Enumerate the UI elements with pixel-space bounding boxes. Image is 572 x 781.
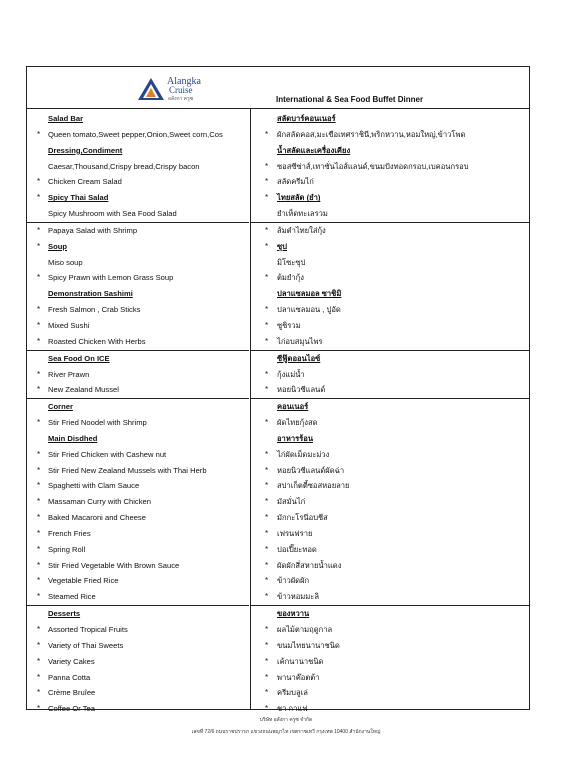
menu-item-label: ข้าวผัดผัก: [277, 576, 310, 586]
menu-section-heading: [27, 351, 249, 367]
menu-item: [251, 127, 529, 143]
menu-item-label: Spicy Mushroom with Sea Food Salad: [48, 209, 177, 219]
menu-item-label: Spicy Thai Salad: [48, 193, 109, 203]
menu-item-label: ขนมไทยนานาชนิด: [277, 640, 340, 650]
bullet-icon: *: [265, 241, 269, 251]
menu-item: [27, 622, 249, 638]
menu-item: [27, 573, 249, 589]
menu-section-heading: [27, 143, 249, 159]
bullet-icon: *: [265, 449, 269, 459]
menu-item-label: พานาค๊อตต้า: [277, 672, 320, 682]
bullet-icon: *: [265, 544, 269, 554]
menu-item-label: Variety of Thai Sweets: [48, 640, 124, 650]
menu-item: [251, 415, 529, 431]
menu-item: [27, 270, 249, 286]
menu-item-label: Coffee Or Tea: [48, 704, 95, 714]
menu-item-label: หอยนิวซีแลนด์ผัดฉ่า: [277, 465, 345, 475]
menu-item-label: ไก่อบสมุนไพร: [277, 336, 323, 346]
menu-item-label: Fresh Salmon , Crab Sticks: [48, 305, 141, 315]
bullet-icon: *: [265, 672, 269, 682]
menu-item: [251, 447, 529, 463]
bullet-icon: *: [37, 672, 41, 682]
brand-thai-name: อลังกา ครูซ: [168, 96, 194, 102]
bullet-icon: *: [265, 336, 269, 346]
thai-menu-column: [251, 111, 529, 717]
bullet-icon: *: [37, 369, 41, 379]
menu-item-label: น้ำสลัดและเครื่องเคียง: [277, 145, 351, 155]
bullet-icon: *: [37, 560, 41, 570]
menu-section-heading: [27, 190, 249, 206]
bullet-icon: *: [37, 576, 41, 586]
menu-sheet: [26, 66, 530, 714]
menu-section-heading: [251, 606, 529, 622]
menu-item: [251, 334, 529, 351]
menu-item-label: เค้กนานาชนิด: [277, 656, 324, 666]
menu-item: [251, 542, 529, 558]
menu-item: [27, 558, 249, 574]
menu-item-label: Baked Macaroni and Cheese: [48, 513, 146, 523]
menu-item-label: ไทยสลัด (ยำ): [277, 193, 321, 203]
menu-item: [251, 510, 529, 526]
menu-section-heading: [27, 431, 249, 447]
menu-item: [27, 334, 249, 351]
menu-item: [251, 367, 529, 383]
menu-item-label: Demonstration Sashimi: [48, 289, 133, 299]
bullet-icon: *: [265, 177, 269, 187]
menu-item-label: Salad Bar: [48, 114, 84, 123]
bullet-icon: *: [265, 273, 269, 283]
menu-item: [251, 302, 529, 318]
menu-item-label: ผัดไทยกุ้งสด: [277, 418, 318, 428]
bullet-icon: *: [37, 241, 41, 251]
bullet-icon: *: [37, 513, 41, 523]
bullet-icon: *: [37, 481, 41, 491]
menu-item: [251, 223, 529, 239]
company-name: บริษัท อลังกา ครูซ จำกัด: [259, 717, 313, 723]
menu-item: [251, 478, 529, 494]
menu-item: [27, 415, 249, 431]
bullet-icon: *: [37, 193, 41, 203]
bullet-icon: *: [37, 320, 41, 330]
menu-item-label: Variety Cakes: [48, 656, 95, 666]
menu-section-heading: [27, 399, 249, 415]
menu-item: [251, 494, 529, 510]
brand-name: Alangka: [167, 76, 201, 87]
bullet-icon: *: [37, 449, 41, 459]
menu-item-label: ไก่ผัดเม็ดมะม่วง: [277, 449, 330, 459]
menu-item: [251, 382, 529, 399]
menu-item: [251, 159, 529, 175]
menu-item-label: คอนเนอร์: [277, 402, 309, 412]
menu-item-label: Queen tomato,Sweet pepper,Onion,Sweet corn,Cos: [48, 129, 223, 139]
bullet-icon: *: [265, 320, 269, 330]
bullet-icon: *: [265, 640, 269, 650]
menu-item-label: ครีมบลูเล่: [277, 688, 308, 698]
bullet-icon: *: [265, 497, 269, 507]
menu-item-label: Stir Fried Noodel with Shrimp: [48, 418, 147, 428]
menu-item-label: Corner: [48, 402, 73, 412]
bullet-icon: *: [265, 704, 269, 714]
menu-item: [251, 318, 529, 334]
menu-item: [251, 573, 529, 589]
menu-item: [251, 654, 529, 670]
bullet-icon: *: [265, 305, 269, 315]
menu-item-label: ชา กาแฟ: [277, 704, 308, 714]
bullet-icon: *: [265, 129, 269, 139]
menu-item: [251, 463, 529, 479]
menu-item: [27, 127, 249, 143]
menu-item: [251, 670, 529, 686]
bullet-icon: *: [265, 513, 269, 523]
menu-item: [27, 174, 249, 190]
menu-item-label: อาหารร้อน: [277, 433, 314, 443]
bullet-icon: *: [265, 625, 269, 634]
menu-item-label: Caesar,Thousand,Crispy bread,Crispy bacon: [48, 161, 200, 171]
menu-item: [27, 542, 249, 558]
menu-section-heading: [27, 111, 249, 127]
menu-item-label: Massaman Curry with Chicken: [48, 497, 151, 507]
menu-item: [27, 159, 249, 175]
bullet-icon: *: [37, 704, 41, 714]
menu-item: [27, 367, 249, 383]
menu-item-label: มิโซะซุป: [277, 257, 306, 267]
menu-item-label: สลัดบาร์คอนเนอร์: [277, 114, 336, 123]
menu-item-label: Stir Fried Vegetable With Brown Sauce: [48, 560, 180, 570]
menu-section-heading: [251, 190, 529, 206]
menu-item: [251, 638, 529, 654]
menu-item-label: Mixed Sushi: [48, 320, 90, 330]
menu-item: [27, 701, 249, 717]
menu-item-label: Spaghetti with Clam Sauce: [48, 481, 140, 491]
menu-item: [27, 638, 249, 654]
menu-item-label: Miso soup: [48, 257, 83, 267]
menu-item-label: ซีฟู๊ดออนไอซ์: [277, 353, 321, 363]
menu-item-label: ปลาแซลมอน , ปูอัด: [277, 305, 341, 315]
bullet-icon: *: [37, 225, 41, 235]
menu-item-label: กุ้งแม่น้ำ: [277, 369, 305, 379]
triangle-logo-icon: [137, 77, 165, 101]
bullet-icon: *: [37, 625, 41, 634]
bullet-icon: *: [265, 528, 269, 538]
menu-section-heading: [251, 286, 529, 302]
menu-section-heading: [251, 399, 529, 415]
menu-item-label: Chicken Cream Salad: [48, 177, 122, 187]
menu-item-label: Main Disdhed: [48, 433, 98, 443]
menu-section-heading: [27, 239, 249, 255]
bullet-icon: *: [265, 369, 269, 379]
menu-item: [27, 510, 249, 526]
menu-item: [27, 654, 249, 670]
bullet-icon: *: [265, 465, 269, 475]
menu-item-label: Spring Roll: [48, 544, 86, 554]
menu-item-label: ของหวาน: [277, 609, 310, 619]
menu-item: [251, 558, 529, 574]
menu-item-label: New Zealand Mussel: [48, 385, 119, 395]
menu-item-label: มักกะโรนีอบชีส: [277, 513, 328, 523]
bullet-icon: *: [265, 576, 269, 586]
menu-header: [27, 67, 529, 109]
menu-section-heading: [251, 143, 529, 159]
menu-item-label: Stir Fried Chicken with Cashew nut: [48, 449, 167, 459]
menu-item-label: Soup: [48, 241, 67, 251]
bullet-icon: *: [37, 544, 41, 554]
bullet-icon: *: [37, 418, 41, 428]
menu-item-label: ข้าวหอมมะลิ: [277, 592, 320, 602]
menu-item: [251, 589, 529, 606]
menu-item-label: ซูชิรวม: [277, 320, 301, 330]
menu-section-heading: [251, 431, 529, 447]
menu-item: [251, 206, 529, 223]
menu-item: [27, 685, 249, 701]
bullet-icon: *: [37, 385, 41, 395]
menu-item-label: ยำเห็ดทะเลรวม: [277, 209, 328, 219]
bullet-icon: *: [37, 656, 41, 666]
menu-item: [251, 174, 529, 190]
menu-item-label: ต้มยำกุ้ง: [277, 273, 304, 283]
bullet-icon: *: [265, 560, 269, 570]
bullet-icon: *: [265, 225, 269, 235]
brand-subname: Cruise: [169, 85, 193, 95]
menu-item-label: Assorted Tropical Fruits: [48, 625, 128, 634]
menu-item-label: เฟรนฟราย: [277, 528, 313, 538]
menu-item: [27, 494, 249, 510]
menu-item-label: ซอสซีซ่าส์,เทาซั่นไอส์แลนด์,ขนมปังทอดกรอบ,เบคอนกรอบ: [277, 161, 469, 171]
bullet-icon: *: [265, 592, 269, 602]
menu-section-heading: [251, 239, 529, 255]
english-menu-column: [27, 111, 249, 717]
bullet-icon: *: [37, 688, 41, 698]
menu-item-label: Papaya Salad with Shrimp: [48, 225, 138, 235]
bullet-icon: *: [265, 418, 269, 428]
menu-item-label: มัสมั่นไก่: [277, 497, 306, 507]
menu-item-label: Stir Fried New Zealand Mussels with Thai Herb: [48, 465, 207, 475]
menu-item-label: ซุป: [277, 241, 287, 251]
menu-section-heading: [27, 286, 249, 302]
menu-title: International & Sea Food Buffet Dinner: [276, 95, 424, 104]
menu-item-label: Desserts: [48, 609, 81, 619]
company-address: เลขที่ 72/6 ถนนราชปรารภ แขวงถนนพญาไท เขตราชเทวี กรุงเทพ 10400 สำนักงานใหญ่: [191, 729, 381, 735]
bullet-icon: *: [37, 336, 41, 346]
menu-item-label: River Prawn: [48, 369, 90, 379]
bullet-icon: *: [265, 688, 269, 698]
bullet-icon: *: [265, 161, 269, 171]
menu-section-heading: [251, 111, 529, 127]
menu-item: [27, 526, 249, 542]
bullet-icon: *: [37, 528, 41, 538]
bullet-icon: *: [265, 656, 269, 666]
brand-logo: [137, 77, 227, 107]
bullet-icon: *: [265, 193, 269, 203]
bullet-icon: *: [37, 465, 41, 475]
menu-item-label: Panna Cotta: [48, 672, 91, 682]
menu-item: [251, 526, 529, 542]
menu-item: [27, 318, 249, 334]
menu-item: [251, 255, 529, 271]
menu-item: [27, 382, 249, 399]
menu-item-label: หอยนิวซีแลนด์: [277, 385, 326, 395]
menu-item: [27, 206, 249, 223]
menu-item-label: สลัดครีมไก่: [277, 177, 314, 187]
bullet-icon: *: [37, 129, 41, 139]
menu-item: [251, 270, 529, 286]
menu-item-label: Vegetable Fried Rice: [48, 576, 119, 586]
menu-item-label: ปอเปี๊ยะทอด: [277, 544, 317, 554]
menu-item-label: ผลไม้ตามฤดูกาล: [277, 625, 333, 634]
menu-item: [27, 255, 249, 271]
bullet-icon: *: [37, 592, 41, 602]
menu-item: [27, 478, 249, 494]
menu-section-heading: [251, 351, 529, 367]
menu-item-label: ปลาแซลมอล ซาชิมิ: [277, 289, 342, 299]
menu-item-label: Crème Bruîee: [48, 688, 96, 698]
menu-item-label: ผัดผักสี่สหายน้ำแดง: [277, 560, 342, 570]
menu-item: [27, 463, 249, 479]
bullet-icon: *: [37, 305, 41, 315]
menu-item: [27, 589, 249, 606]
menu-item: [251, 701, 529, 717]
menu-item-label: Dressing,Condiment: [48, 145, 123, 155]
menu-item-label: สปาเก็ตตี้ซอสหอยลาย: [277, 481, 350, 491]
bullet-icon: *: [37, 497, 41, 507]
menu-item: [27, 447, 249, 463]
menu-section-heading: [27, 606, 249, 622]
menu-item: [27, 302, 249, 318]
menu-item-label: Steamed Rice: [48, 592, 96, 602]
bullet-icon: *: [37, 640, 41, 650]
menu-item-label: Sea Food On ICE: [48, 353, 110, 363]
bullet-icon: *: [37, 177, 41, 187]
menu-item-label: Roasted Chicken With Herbs: [48, 336, 146, 346]
menu-item: [251, 685, 529, 701]
bullet-icon: *: [37, 273, 41, 283]
menu-item: [27, 223, 249, 239]
menu-item-label: ผักสลัดคอส,มะเขือเทศราชินี,พริกหวาน,หอมใหญ่,ข้าวโพด: [277, 129, 466, 139]
menu-item: [27, 670, 249, 686]
menu-item-label: ส้มตำไทยใส่กุ้ง: [277, 225, 326, 235]
bullet-icon: *: [265, 385, 269, 395]
menu-item-label: Spicy Prawn with Lemon Grass Soup: [48, 273, 174, 283]
menu-item-label: French Fries: [48, 528, 91, 538]
bullet-icon: *: [265, 481, 269, 491]
menu-item: [251, 622, 529, 638]
